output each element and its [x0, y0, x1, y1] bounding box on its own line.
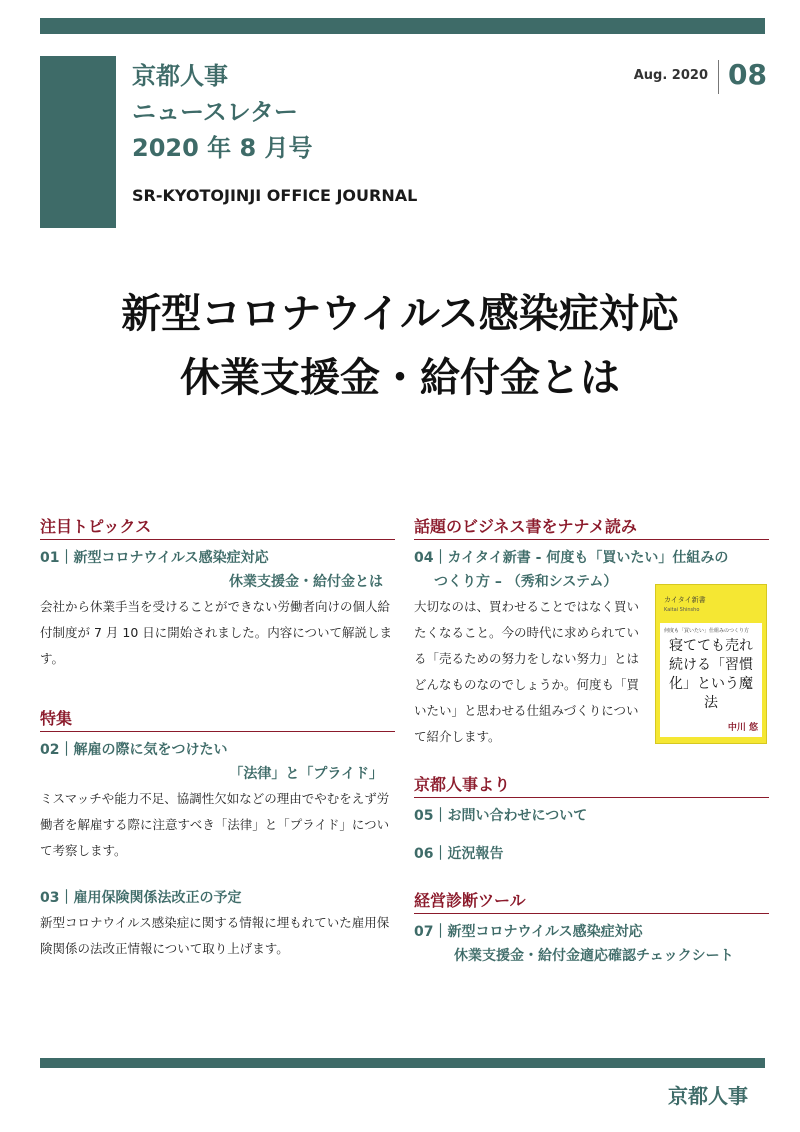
header-color-block [40, 56, 116, 228]
book-title: 寝てても売れ続ける「習慣化」という魔法 [669, 638, 753, 711]
item-03-title[interactable]: 03｜雇用保険関係法改正の予定 [40, 890, 242, 906]
book-cover-image [655, 584, 767, 744]
section-title-business-books: 話題のビジネス書をナナメ読み [414, 514, 769, 540]
headline-line-1: 新型コロナウイルス感染症対応 [121, 291, 679, 337]
item-07-title[interactable] [414, 920, 769, 968]
section-title-topics: 注目トピックス [40, 514, 395, 540]
left-column [40, 514, 395, 962]
book-tagline: 何度も「買いたい」仕組みのつくり方 [664, 628, 750, 634]
item-05-title[interactable]: 05｜お問い合わせについて [414, 808, 588, 824]
item-07-title-line2: 休業支援金・給付金適応確認チェックシート [454, 948, 734, 964]
section-title-from-kyotojinji: 京都人事より [414, 772, 769, 798]
footer-company-name: 京都人事 [668, 1084, 748, 1108]
masthead-type: ニュースレター [132, 98, 298, 126]
masthead-issue-title: 2020 年 8 月号 [132, 134, 313, 162]
item-06-title[interactable]: 06｜近況報告 [414, 846, 504, 862]
item-01-title-line2: 休業支援金・給付金とは [229, 574, 383, 590]
item-02-title-line2: 「法律」と「プライド」 [229, 766, 383, 782]
top-bar [40, 18, 765, 34]
item-02-body: ミスマッチや能力不足、協調性欠如などの理由でやむをえず労働者を解雇する際に注意すべき「法律」と「プライド」について考察します。 [40, 791, 390, 858]
item-01-body: 会社から休業手当を受けることができない労働者向けの個人給付制度が 7 月 10 日に開始されました。内容について解説します。 [40, 599, 393, 666]
item-04-body: 大切なのは、買わせることではなく買いたくなること。今の時代に求められている「売るための努力をしない努力」とはどんなものなのでしょうか。何度も「買いたい」と思わせる仕組みづくりについて紹介します。 [414, 599, 640, 744]
item-02-title-line1: 02｜解雇の際に気をつけたい [40, 742, 228, 758]
headline [0, 282, 800, 410]
issue-divider [718, 60, 719, 94]
masthead-name: 京都人事 [132, 62, 228, 90]
right-column [414, 514, 769, 968]
item-01-title[interactable] [40, 546, 395, 594]
book-series-label: カイタイ新書 [664, 596, 706, 604]
headline-line-2: 休業支援金・給付金とは [180, 355, 620, 401]
issue-number: 08 [728, 58, 767, 91]
item-03-body: 新型コロナウイルス感染症に関する情報に埋もれていた雇用保険関係の法改正情報について取り上げます。 [40, 915, 390, 956]
item-04-title-line1: 04｜カイタイ新書 - 何度も「買いたい」仕組みの [414, 550, 729, 566]
section-title-feature: 特集 [40, 706, 395, 732]
bottom-bar [40, 1058, 765, 1068]
section-title-diagnosis-tool: 経営診断ツール [414, 888, 769, 914]
book-review [414, 546, 769, 750]
item-04-title-line2: つくり方 – （秀和システム） [434, 574, 618, 590]
item-01-title-line1: 01｜新型コロナウイルス感染症対応 [40, 550, 269, 566]
masthead [132, 58, 313, 166]
issue-date: Aug. 2020 [633, 68, 708, 83]
book-series-sub: Kaitai Shinsho [664, 607, 700, 613]
book-cover-panel [660, 623, 762, 737]
book-author: 中川 悠 [727, 723, 758, 733]
item-02-title[interactable] [40, 738, 395, 786]
item-07-title-line1: 07｜新型コロナウイルス感染症対応 [414, 924, 643, 940]
journal-name: SR-KYOTOJINJI OFFICE JOURNAL [132, 186, 418, 205]
